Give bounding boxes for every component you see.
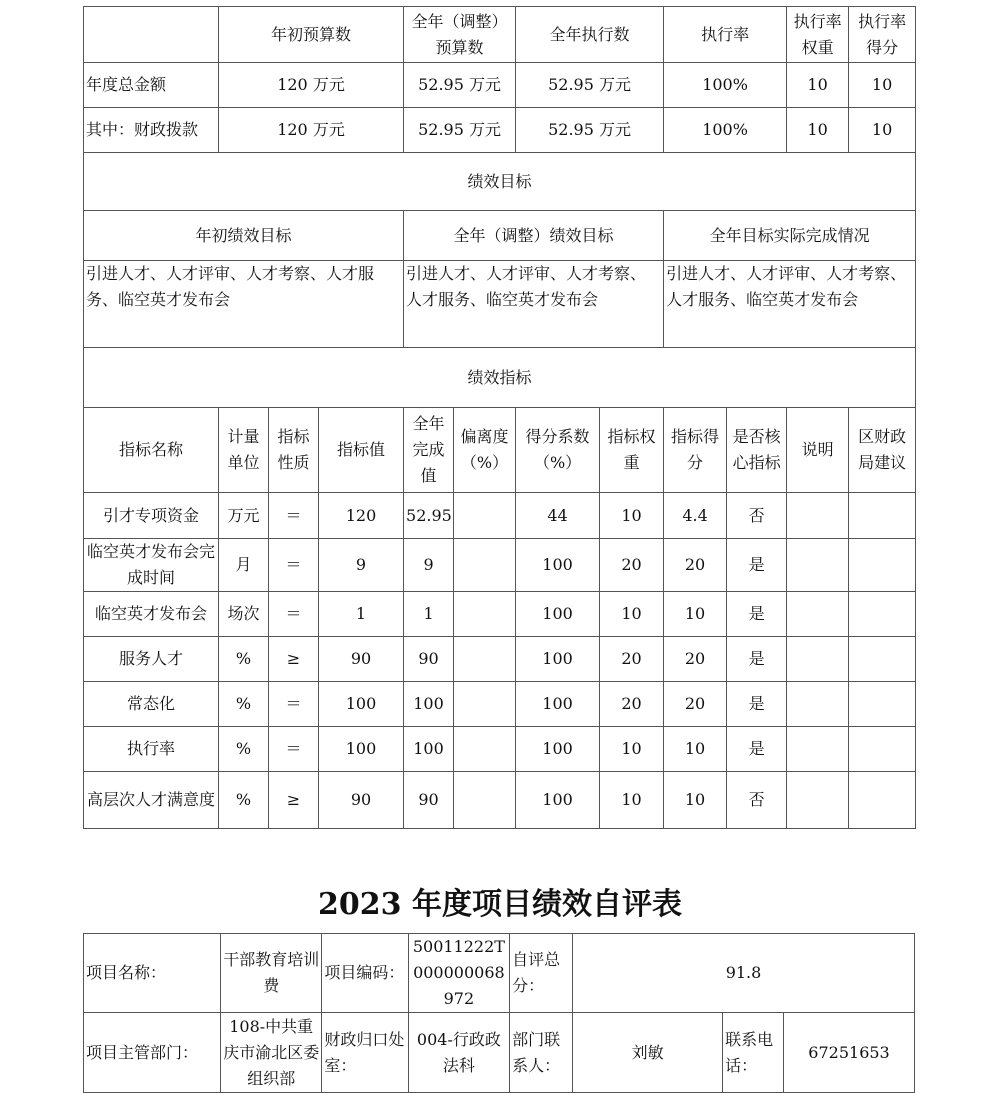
col-header-score: 指标得分: [664, 408, 727, 493]
col-header-unit: 计量单位: [219, 408, 269, 493]
indicator-weight: 20: [600, 539, 664, 592]
self-score-value: 91.8: [573, 934, 915, 1013]
table-row: [84, 637, 916, 682]
indicator-unit: %: [219, 637, 269, 682]
indicator-unit: %: [219, 682, 269, 727]
col-header-target: 指标值: [319, 408, 404, 493]
indicator-core: 是: [727, 539, 787, 592]
indicators-section-row: [84, 348, 916, 408]
indicator-actual: 52.95: [404, 493, 454, 539]
goals-header-initial: 年初绩效目标: [84, 211, 404, 261]
indicator-suggestion: [849, 493, 916, 539]
indicator-nature: ＝: [269, 592, 319, 637]
indicator-name: 临空英才发布会: [84, 592, 219, 637]
indicator-target: 1: [319, 592, 404, 637]
budget-corner: [84, 7, 219, 63]
goals-section-row: [84, 153, 916, 211]
budget-row-label: 年度总金额: [84, 63, 219, 108]
indicator-coef: 100: [516, 539, 600, 592]
indicator-weight: 10: [600, 727, 664, 772]
goals-value-row: [84, 261, 916, 348]
office-value: 004-行政政法科: [408, 1013, 509, 1093]
table-row: [84, 493, 916, 539]
indicator-weight: 10: [600, 772, 664, 829]
indicator-coef: 44: [516, 493, 600, 539]
budget-adjusted: 52.95 万元: [404, 63, 516, 108]
budget-initial: 120 万元: [219, 63, 404, 108]
indicator-unit: %: [219, 772, 269, 829]
col-header-actual: 全年完成值: [404, 408, 454, 493]
dept-label: 项目主管部门：: [84, 1013, 221, 1093]
col-header-deviation: 偏离度（%）: [454, 408, 516, 493]
project-name-value: 干部教育培训费: [220, 934, 321, 1013]
indicator-deviation: [454, 637, 516, 682]
col-header-nature: 指标性质: [269, 408, 319, 493]
indicator-name: 执行率: [84, 727, 219, 772]
table-row: [84, 682, 916, 727]
indicator-core: 是: [727, 592, 787, 637]
budget-header-executed: 全年执行数: [516, 7, 664, 63]
budget-header-rate: 执行率: [664, 7, 787, 63]
budget-weight: 10: [787, 63, 849, 108]
phone-label: 联系电话：: [723, 1013, 784, 1093]
indicator-suggestion: [849, 592, 916, 637]
project-name-label: 项目名称：: [84, 934, 221, 1013]
budget-row: [84, 108, 916, 153]
indicator-nature: ＝: [269, 539, 319, 592]
indicator-score: 10: [664, 592, 727, 637]
indicator-target: 90: [319, 637, 404, 682]
budget-score: 10: [849, 108, 916, 153]
budget-header-adjusted: 全年（调整）预算数: [404, 7, 516, 63]
indicator-unit: 月: [219, 539, 269, 592]
indicator-nature: ＝: [269, 493, 319, 539]
goals-actual-text: 引进人才、人才评审、人才考察、人才服务、临空英才发布会: [664, 261, 916, 348]
indicator-name: 常态化: [84, 682, 219, 727]
performance-table: [83, 6, 916, 829]
col-header-suggestion: 区财政局建议: [849, 408, 916, 493]
indicator-actual: 90: [404, 637, 454, 682]
indicator-actual: 90: [404, 772, 454, 829]
indicators-body: [84, 493, 916, 829]
indicator-note: [787, 493, 849, 539]
indicator-unit: 场次: [219, 592, 269, 637]
indicator-coef: 100: [516, 592, 600, 637]
budget-executed: 52.95 万元: [516, 108, 664, 153]
indicator-coef: 100: [516, 682, 600, 727]
project-code-label: 项目编码：: [322, 934, 408, 1013]
project-info-table: [83, 933, 915, 1093]
col-header-core: 是否核心指标: [727, 408, 787, 493]
budget-adjusted: 52.95 万元: [404, 108, 516, 153]
indicator-coef: 100: [516, 637, 600, 682]
indicator-deviation: [454, 682, 516, 727]
indicator-nature: ≥: [269, 772, 319, 829]
budget-initial: 120 万元: [219, 108, 404, 153]
project-row-2: [84, 1013, 915, 1093]
indicator-score: 10: [664, 727, 727, 772]
table-row: [84, 772, 916, 829]
indicator-name: 服务人才: [84, 637, 219, 682]
indicator-core: 是: [727, 727, 787, 772]
indicator-nature: ＝: [269, 727, 319, 772]
indicator-target: 100: [319, 727, 404, 772]
goals-section-title: 绩效目标: [84, 153, 916, 211]
budget-score: 10: [849, 63, 916, 108]
indicator-deviation: [454, 727, 516, 772]
budget-weight: 10: [787, 108, 849, 153]
indicators-section-title: 绩效指标: [84, 348, 916, 408]
indicator-actual: 100: [404, 682, 454, 727]
indicator-suggestion: [849, 772, 916, 829]
budget-rate: 100%: [664, 63, 787, 108]
indicator-deviation: [454, 592, 516, 637]
phone-value: 67251653: [784, 1013, 915, 1093]
budget-executed: 52.95 万元: [516, 63, 664, 108]
col-header-note: 说明: [787, 408, 849, 493]
indicators-header-row: [84, 408, 916, 493]
goals-header-actual: 全年目标实际完成情况: [664, 211, 916, 261]
indicator-target: 90: [319, 772, 404, 829]
indicator-core: 是: [727, 637, 787, 682]
indicator-note: [787, 637, 849, 682]
indicator-score: 20: [664, 637, 727, 682]
indicator-weight: 20: [600, 637, 664, 682]
indicator-coef: 100: [516, 772, 600, 829]
indicator-suggestion: [849, 727, 916, 772]
document-title: 2023 年度项目绩效自评表: [318, 887, 682, 922]
budget-header-score: 执行率得分: [849, 7, 916, 63]
budget-row-label: 其中：财政拨款: [84, 108, 219, 153]
indicator-nature: ＝: [269, 682, 319, 727]
indicator-target: 9: [319, 539, 404, 592]
budget-rate: 100%: [664, 108, 787, 153]
table-row: [84, 592, 916, 637]
col-header-name: 指标名称: [84, 408, 219, 493]
indicator-deviation: [454, 772, 516, 829]
indicator-note: [787, 682, 849, 727]
indicator-weight: 20: [600, 682, 664, 727]
indicator-score: 10: [664, 772, 727, 829]
office-label: 财政归口处室：: [322, 1013, 408, 1093]
indicator-nature: ≥: [269, 637, 319, 682]
indicator-weight: 10: [600, 592, 664, 637]
project-row-1: [84, 934, 915, 1013]
indicator-note: [787, 539, 849, 592]
budget-row: [84, 63, 916, 108]
indicator-core: 否: [727, 493, 787, 539]
table-row: [84, 727, 916, 772]
indicator-target: 100: [319, 682, 404, 727]
indicator-core: 是: [727, 682, 787, 727]
goals-adjusted-text: 引进人才、人才评审、人才考察、人才服务、临空英才发布会: [404, 261, 664, 348]
col-header-coef: 得分系数（%）: [516, 408, 600, 493]
budget-header-initial: 年初预算数: [219, 7, 404, 63]
indicator-deviation: [454, 493, 516, 539]
indicator-name: 引才专项资金: [84, 493, 219, 539]
indicator-unit: 万元: [219, 493, 269, 539]
indicator-core: 否: [727, 772, 787, 829]
self-score-label: 自评总分：: [510, 934, 573, 1013]
goals-initial-text: 引进人才、人才评审、人才考察、人才服务、临空英才发布会: [84, 261, 404, 348]
indicator-actual: 1: [404, 592, 454, 637]
indicator-suggestion: [849, 539, 916, 592]
budget-header-row: [84, 7, 916, 63]
indicator-name: 高层次人才满意度: [84, 772, 219, 829]
indicator-note: [787, 592, 849, 637]
indicator-unit: %: [219, 727, 269, 772]
indicator-weight: 10: [600, 493, 664, 539]
indicator-name: 临空英才发布会完成时间: [84, 539, 219, 592]
contact-value: 刘敏: [573, 1013, 723, 1093]
goals-header-row: [84, 211, 916, 261]
indicator-actual: 9: [404, 539, 454, 592]
indicator-suggestion: [849, 637, 916, 682]
indicator-target: 120: [319, 493, 404, 539]
table-row: [84, 539, 916, 592]
indicator-score: 20: [664, 539, 727, 592]
indicator-deviation: [454, 539, 516, 592]
col-header-weight: 指标权重: [600, 408, 664, 493]
dept-value: 108-中共重庆市渝北区委组织部: [220, 1013, 321, 1093]
indicator-note: [787, 727, 849, 772]
contact-label: 部门联系人：: [510, 1013, 573, 1093]
indicator-coef: 100: [516, 727, 600, 772]
budget-header-weight: 执行率权重: [787, 7, 849, 63]
indicator-score: 4.4: [664, 493, 727, 539]
indicator-score: 20: [664, 682, 727, 727]
project-code-value: 50011222T000000068972: [408, 934, 509, 1013]
goals-header-adjusted: 全年（调整）绩效目标: [404, 211, 664, 261]
indicator-suggestion: [849, 682, 916, 727]
indicator-actual: 100: [404, 727, 454, 772]
indicator-note: [787, 772, 849, 829]
